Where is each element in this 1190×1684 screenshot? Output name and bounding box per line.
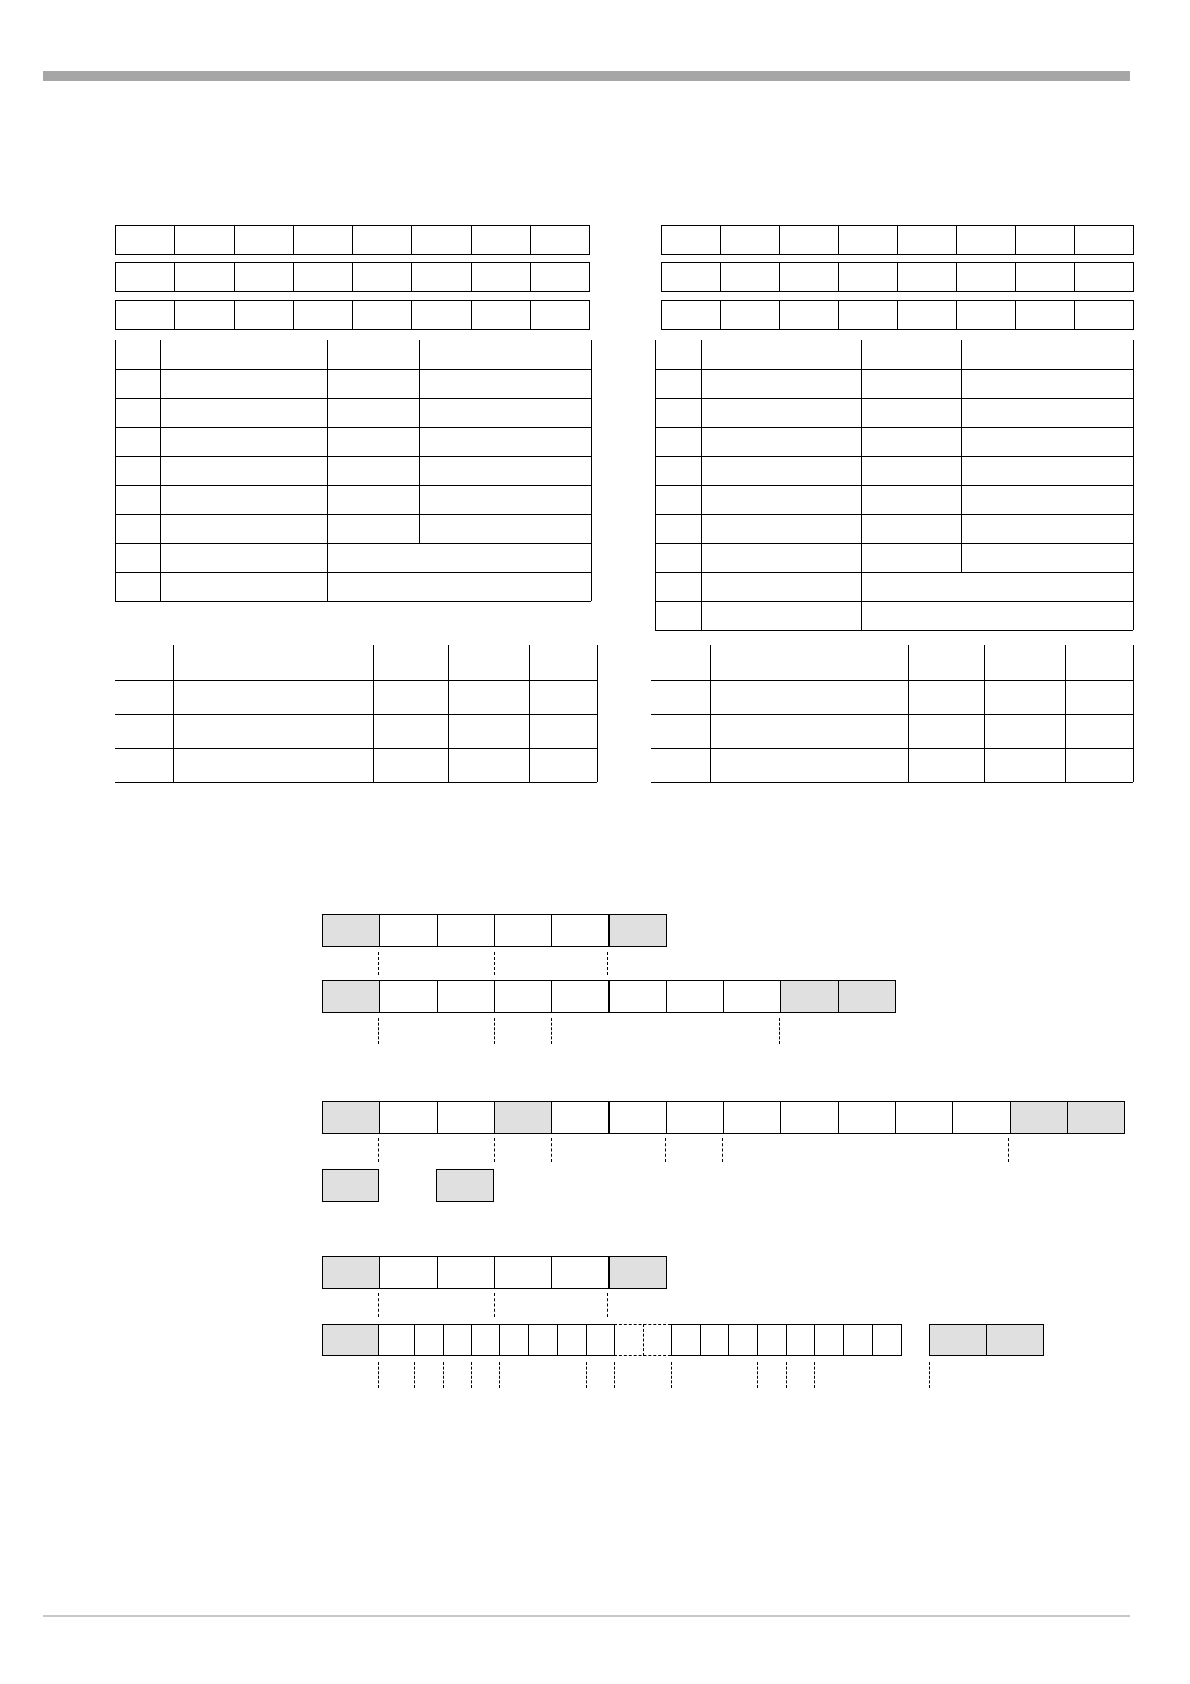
dashed-marker <box>722 1138 723 1162</box>
bit-strip-right-0-cell <box>897 225 957 255</box>
bit-strip-left-2-cell <box>234 300 294 330</box>
table-row-rule <box>655 369 1133 370</box>
frame-c1-cell <box>494 1256 552 1289</box>
table-row-rule <box>115 369 591 370</box>
bit-strip-left-2-cell <box>174 300 234 330</box>
frame-c2-cell <box>814 1324 844 1356</box>
frame-b1-cell <box>551 1101 609 1134</box>
bit-strip-right-1-cell <box>838 262 898 292</box>
frame-c1-cell <box>437 1256 495 1289</box>
table-edge <box>115 340 116 601</box>
dashed-marker <box>378 1293 379 1317</box>
bit-strip-right-1-cell <box>720 262 780 292</box>
bit-strip-right-2-cell <box>661 300 721 330</box>
frame-c1-cell <box>322 1256 380 1289</box>
bit-strip-left-0-cell <box>115 225 175 255</box>
frame-c1-cell <box>609 1256 667 1289</box>
bit-strip-right-0-cell <box>779 225 839 255</box>
table-row-rule <box>655 514 1133 515</box>
dashed-marker <box>614 1362 615 1388</box>
dashed-marker <box>494 1138 495 1162</box>
frame-b1-cell <box>666 1101 724 1134</box>
column-divider <box>419 340 420 543</box>
column-divider <box>327 340 328 601</box>
frame-c2-cell <box>929 1324 987 1356</box>
dashed-marker <box>378 1138 379 1162</box>
table-row-rule <box>651 714 1133 715</box>
bit-strip-left-0-cell <box>174 225 234 255</box>
dashed-marker <box>494 1293 495 1317</box>
frame-a1-cell <box>322 914 380 947</box>
dashed-marker <box>499 1362 500 1388</box>
frame-c1-cell <box>551 1256 609 1289</box>
column-divider <box>908 645 909 782</box>
table-row-rule <box>115 543 591 544</box>
bit-strip-left-1-cell <box>352 262 412 292</box>
table-row-rule <box>651 680 1133 681</box>
table-row-rule <box>115 748 597 749</box>
frame-b1-cell <box>322 1101 380 1134</box>
frame-a1-cell <box>494 914 552 947</box>
bit-strip-right-0-cell <box>1074 225 1134 255</box>
frame-a2-cell <box>379 980 437 1013</box>
footer-rule <box>43 1615 1130 1617</box>
column-divider <box>861 340 862 630</box>
frame-a2-cell <box>723 980 781 1013</box>
bit-strip-left-0-cell <box>293 225 353 255</box>
table-row-rule <box>115 601 591 602</box>
frame-a2-cell <box>666 980 724 1013</box>
dashed-marker <box>671 1362 672 1388</box>
frame-c2-cell <box>872 1324 902 1356</box>
frame-a2-cell <box>551 980 609 1013</box>
frame-a2-cell <box>437 980 495 1013</box>
frame-c2-cell <box>786 1324 815 1356</box>
frame-b1-cell <box>838 1101 896 1134</box>
bit-strip-left-0-cell <box>352 225 412 255</box>
table-row-rule <box>651 782 1133 783</box>
table-edge <box>655 340 656 630</box>
dashed-marker <box>414 1362 415 1388</box>
bit-strip-left-2-cell <box>411 300 471 330</box>
column-divider <box>1065 645 1066 782</box>
bit-strip-left-2-cell <box>471 300 531 330</box>
bit-strip-right-2-cell <box>720 300 780 330</box>
bit-strip-right-2-cell <box>838 300 898 330</box>
frame-c2-cell <box>986 1324 1044 1356</box>
bit-strip-left-1-cell <box>234 262 294 292</box>
dashed-marker <box>1008 1138 1009 1162</box>
table-row-rule <box>655 398 1133 399</box>
dashed-marker <box>665 1138 666 1162</box>
column-divider <box>701 340 702 630</box>
frame-c2-cell <box>586 1324 615 1356</box>
bit-strip-left-1-cell <box>293 262 353 292</box>
bit-strip-right-1-cell <box>956 262 1016 292</box>
frame-c2-cell <box>700 1324 729 1356</box>
frame-c2-cell <box>443 1324 472 1356</box>
frame-b1-cell <box>952 1101 1010 1134</box>
bit-strip-left-0-cell <box>471 225 531 255</box>
bit-strip-right-2-cell <box>1074 300 1134 330</box>
dashed-marker <box>929 1362 930 1388</box>
dashed-marker <box>494 952 495 975</box>
bit-strip-right-0-cell <box>720 225 780 255</box>
frame-a1-cell <box>437 914 495 947</box>
dashed-marker <box>494 1018 495 1044</box>
column-divider <box>597 645 598 782</box>
dashed-marker <box>607 1293 608 1317</box>
dashed-marker <box>643 1324 644 1356</box>
bit-strip-right-1-cell <box>661 262 721 292</box>
bit-strip-right-2-cell <box>897 300 957 330</box>
column-divider <box>160 340 161 601</box>
dashed-marker <box>779 1018 780 1044</box>
frame-c2-cell <box>471 1324 500 1356</box>
bit-strip-right-0-cell <box>838 225 898 255</box>
table-row-rule <box>655 456 1133 457</box>
dashed-marker <box>443 1362 444 1388</box>
frame-c1-cell <box>379 1256 437 1289</box>
frame-a1-cell <box>551 914 609 947</box>
frame-c2-cell <box>843 1324 873 1356</box>
bit-strip-left-1-cell <box>471 262 531 292</box>
column-divider <box>1133 645 1134 782</box>
table-row-rule <box>115 714 597 715</box>
frame-b1-cell <box>494 1101 552 1134</box>
frame-a2-cell <box>322 980 380 1013</box>
bit-strip-right-0-cell <box>661 225 721 255</box>
column-divider <box>529 645 530 782</box>
table-row-rule <box>115 485 591 486</box>
table-row-rule <box>115 514 591 515</box>
column-divider <box>373 645 374 782</box>
frame-a1-cell <box>379 914 437 947</box>
table-row-rule <box>655 485 1133 486</box>
table-row-rule <box>115 456 591 457</box>
table-row-rule <box>115 427 591 428</box>
legend-shaded-cell <box>436 1169 494 1202</box>
bit-strip-left-1-cell <box>530 262 590 292</box>
frame-a2-cell <box>780 980 838 1013</box>
column-divider <box>961 340 962 572</box>
frame-b1-cell <box>1067 1101 1125 1134</box>
bit-strip-right-0-cell <box>956 225 1016 255</box>
frame-c2-cell <box>378 1324 415 1356</box>
frame-b1-cell <box>895 1101 953 1134</box>
frame-b1-cell <box>379 1101 437 1134</box>
bit-strip-right-0-cell <box>1015 225 1075 255</box>
table-row-rule <box>115 398 591 399</box>
column-divider <box>984 645 985 782</box>
frame-b1-cell <box>723 1101 781 1134</box>
dashed-marker <box>786 1362 787 1388</box>
frame-c2-cell <box>499 1324 529 1356</box>
dashed-marker <box>378 952 379 975</box>
frame-a1-cell <box>609 914 667 947</box>
bit-strip-right-2-cell <box>1015 300 1075 330</box>
column-divider <box>710 645 711 782</box>
frame-c2-cell <box>757 1324 787 1356</box>
bit-strip-right-1-cell <box>779 262 839 292</box>
frame-c2-cell <box>528 1324 558 1356</box>
bit-strip-left-1-cell <box>174 262 234 292</box>
dashed-marker <box>471 1362 472 1388</box>
table-row-rule <box>115 572 591 573</box>
table-edge <box>1133 340 1134 630</box>
frame-a2-cell <box>838 980 896 1013</box>
bit-strip-left-2-cell <box>530 300 590 330</box>
dashed-marker <box>607 952 608 975</box>
frame-c2-cell <box>322 1324 379 1356</box>
frame-a2-cell <box>609 980 667 1013</box>
table-row-rule <box>655 601 1133 602</box>
bit-strip-left-0-cell <box>411 225 471 255</box>
frame-c2-cell <box>557 1324 587 1356</box>
bit-strip-right-1-cell <box>1015 262 1075 292</box>
bit-strip-left-1-cell <box>115 262 175 292</box>
dashed-marker <box>378 1018 379 1044</box>
dashed-marker <box>378 1362 379 1388</box>
frame-b1-cell <box>609 1101 667 1134</box>
table-row-rule <box>651 748 1133 749</box>
frame-c2-cell <box>671 1324 701 1356</box>
dashed-marker <box>814 1362 815 1388</box>
table-row-rule <box>115 782 597 783</box>
dashed-marker <box>757 1362 758 1388</box>
column-divider <box>173 645 174 782</box>
legend-shaded-cell <box>322 1169 379 1202</box>
dashed-marker <box>551 1018 552 1044</box>
dashed-marker <box>551 1138 552 1162</box>
bit-strip-right-1-cell <box>1074 262 1134 292</box>
bit-strip-left-0-cell <box>234 225 294 255</box>
frame-b1-cell <box>780 1101 838 1134</box>
table-row-rule <box>655 427 1133 428</box>
column-divider <box>448 645 449 782</box>
frame-c2-cell <box>414 1324 444 1356</box>
bit-strip-right-1-cell <box>897 262 957 292</box>
frame-a2-cell <box>494 980 552 1013</box>
bit-strip-right-2-cell <box>956 300 1016 330</box>
table-row-rule <box>655 572 1133 573</box>
bit-strip-left-2-cell <box>115 300 175 330</box>
table-row-rule <box>655 543 1133 544</box>
dashed-marker <box>586 1362 587 1388</box>
bit-strip-left-2-cell <box>352 300 412 330</box>
table-row-rule <box>655 630 1133 631</box>
bit-strip-right-2-cell <box>779 300 839 330</box>
frame-b1-cell <box>437 1101 495 1134</box>
bit-strip-left-2-cell <box>293 300 353 330</box>
frame-b1-cell <box>1010 1101 1068 1134</box>
table-edge <box>591 340 592 601</box>
frame-c2-cell <box>728 1324 758 1356</box>
bit-strip-left-0-cell <box>530 225 590 255</box>
table-row-rule <box>115 680 597 681</box>
bit-strip-left-1-cell <box>411 262 471 292</box>
